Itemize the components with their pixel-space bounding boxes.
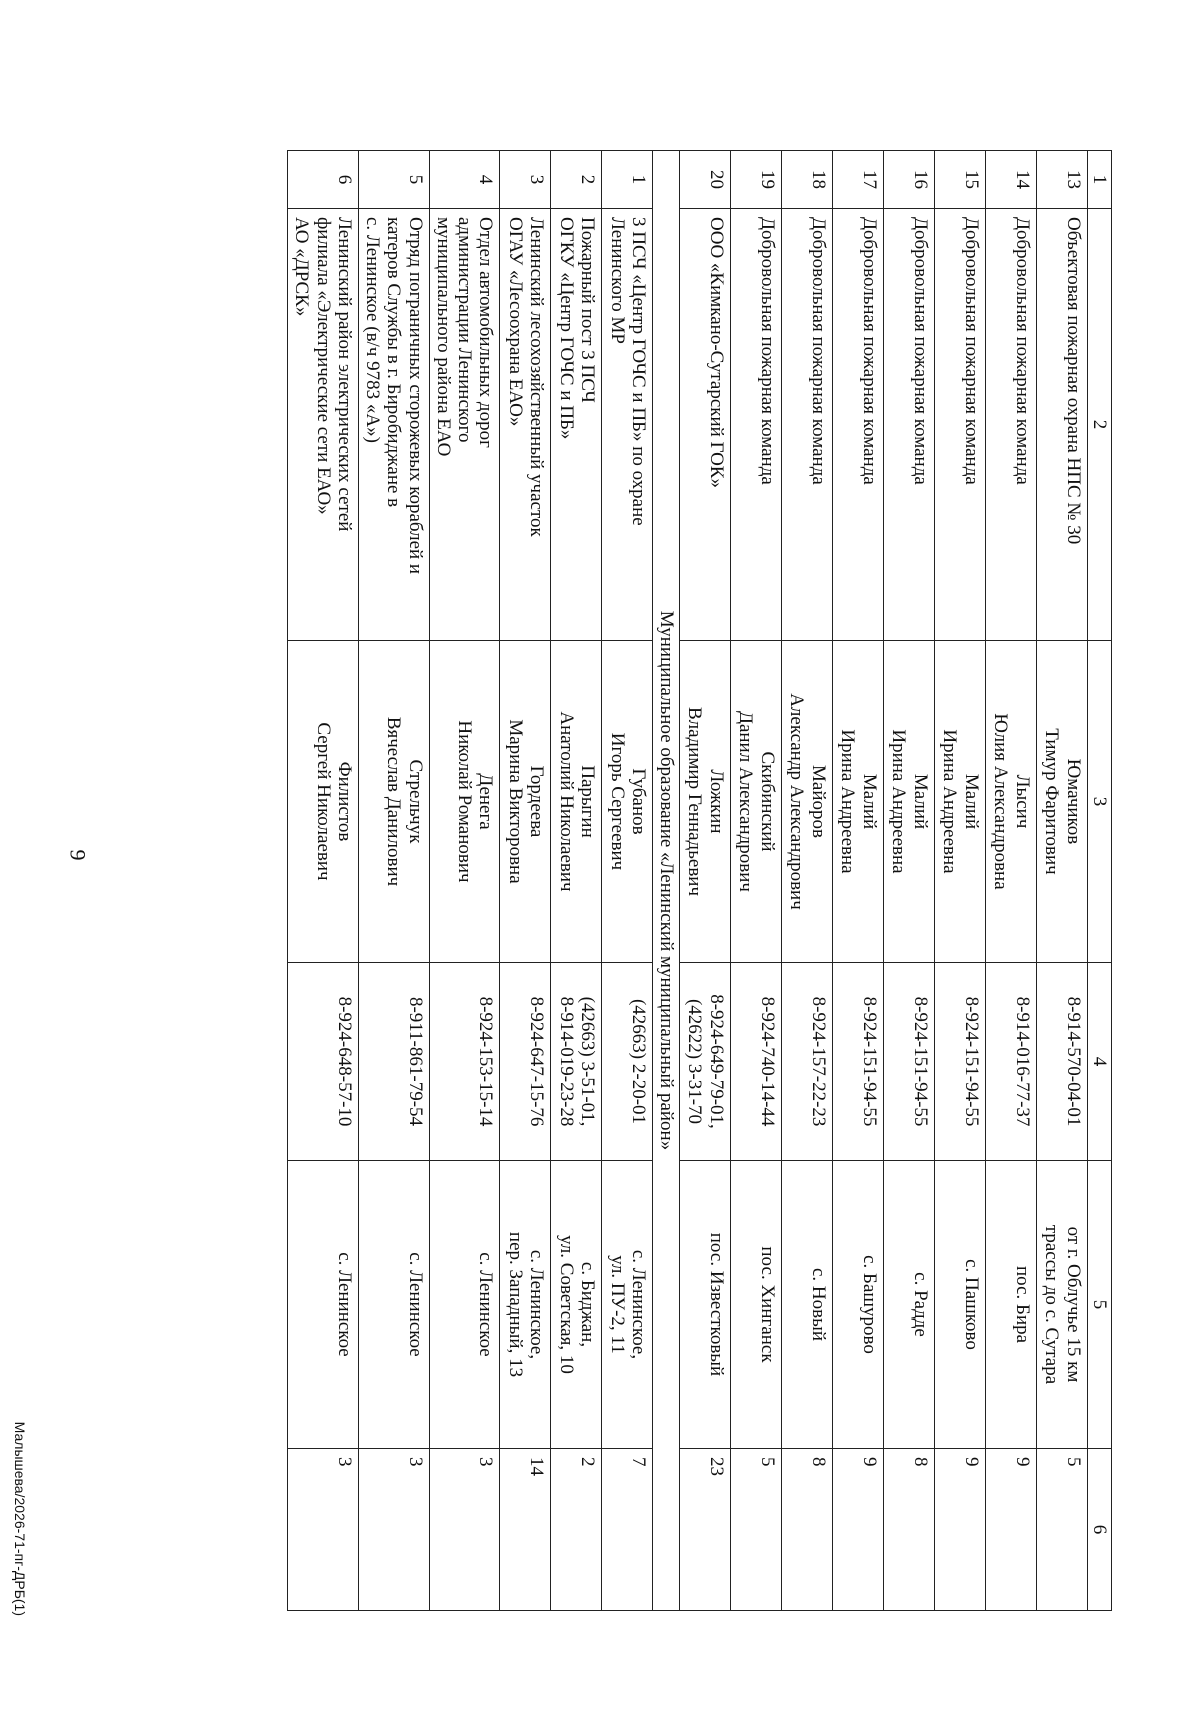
phone-cell: 8-924-740-14-44 — [730, 963, 781, 1161]
phone-cell: 8-924-647-15-76 — [500, 963, 551, 1161]
contacts-table — [287, 150, 1112, 1611]
count-cell: 5 — [730, 1449, 781, 1611]
count-cell: 9 — [985, 1449, 1036, 1611]
section-title: Муниципальное образование «Ленинский муниципальный район» — [653, 151, 679, 1611]
organization-cell: Добровольная пожарная команда — [985, 209, 1036, 641]
column-header: 6 — [1087, 1449, 1111, 1611]
phone-cell: 8-924-649-79-01, (42622) 3-31-70 — [679, 963, 730, 1161]
responsible-person-cell: Ложкин Владимир Геннадьевич — [679, 641, 730, 963]
responsible-person-cell: Лысич Юлия Александровна — [985, 641, 1036, 963]
location-cell: с. Башурово — [832, 1161, 883, 1449]
section-row — [653, 151, 679, 1611]
row-number: 20 — [679, 151, 730, 209]
organization-cell: Отдел автомобильных дорог администрации Ленинского муниципального района ЕАО — [429, 209, 500, 641]
column-header: 4 — [1087, 963, 1111, 1161]
phone-cell: 8-924-157-22-23 — [781, 963, 832, 1161]
table-row — [934, 151, 985, 1611]
organization-cell: Пожарный пост 3 ПСЧ ОГКУ «Центр ГОЧС и ПБ» — [551, 209, 602, 641]
phone-cell: 8-924-648-57-10 — [288, 963, 359, 1161]
location-cell: пос. Известковый — [679, 1161, 730, 1449]
location-cell: с. Новый — [781, 1161, 832, 1449]
phone-cell: 8-914-570-04-01 — [1036, 963, 1087, 1161]
phone-cell: 8-911-861-79-54 — [358, 963, 429, 1161]
table-row — [730, 151, 781, 1611]
table-row — [781, 151, 832, 1611]
location-cell: пос. Хинганск — [730, 1161, 781, 1449]
organization-cell: Добровольная пожарная команда — [934, 209, 985, 641]
row-number: 17 — [832, 151, 883, 209]
row-number: 1 — [602, 151, 653, 209]
table-row — [1036, 151, 1087, 1611]
table-row — [358, 151, 429, 1611]
row-number: 19 — [730, 151, 781, 209]
responsible-person-cell: Малий Ирина Андреевна — [934, 641, 985, 963]
count-cell: 9 — [832, 1449, 883, 1611]
organization-cell: Добровольная пожарная команда — [883, 209, 934, 641]
organization-cell: Ленинский лесохозяйственный участок ОГАУ «Лесоохрана ЕАО» — [500, 209, 551, 641]
responsible-person-cell: Малий Ирина Андреевна — [883, 641, 934, 963]
row-number: 16 — [883, 151, 934, 209]
phone-cell: (42663) 2-20-01 — [602, 963, 653, 1161]
count-cell: 8 — [883, 1449, 934, 1611]
footer-document-code: Малышева/2026-71-пг-ДРБ(1) — [12, 1421, 28, 1616]
responsible-person-cell: Губанов Игорь Сергеевич — [602, 641, 653, 963]
count-cell: 3 — [358, 1449, 429, 1611]
organization-cell: ООО «Кимкано-Сутарский ГОК» — [679, 209, 730, 641]
row-number: 15 — [934, 151, 985, 209]
table-row — [288, 151, 359, 1611]
page-number: 9 — [65, 849, 91, 861]
organization-cell: Добровольная пожарная команда — [832, 209, 883, 641]
count-cell: 23 — [679, 1449, 730, 1611]
location-cell: с. Биджан, ул. Советская, 10 — [551, 1161, 602, 1449]
location-cell: с. Пашково — [934, 1161, 985, 1449]
location-cell: с. Радде — [883, 1161, 934, 1449]
count-cell: 7 — [602, 1449, 653, 1611]
location-cell: с. Ленинское — [358, 1161, 429, 1449]
table-row — [832, 151, 883, 1611]
row-number: 3 — [500, 151, 551, 209]
responsible-person-cell: Скибинский Данил Александрович — [730, 641, 781, 963]
row-number: 4 — [429, 151, 500, 209]
responsible-person-cell: Малий Ирина Андреевна — [832, 641, 883, 963]
organization-cell: Ленинский район электрических сетей филиала «Электрические сети ЕАО» АО «ДРСК» — [288, 209, 359, 641]
column-header: 1 — [1087, 151, 1111, 209]
table-row — [602, 151, 653, 1611]
responsible-person-cell: Филистов Сергей Николаевич — [288, 641, 359, 963]
phone-cell: 8-924-151-94-55 — [934, 963, 985, 1161]
organization-cell: Добровольная пожарная команда — [781, 209, 832, 641]
table-row — [679, 151, 730, 1611]
phone-cell: (42663) 3-51-01, 8-914-019-23-28 — [551, 963, 602, 1161]
count-cell: 14 — [500, 1449, 551, 1611]
organization-cell: 3 ПСЧ «Центр ГОЧС и ПБ» по охране Ленинского МР — [602, 209, 653, 641]
count-cell: 3 — [288, 1449, 359, 1611]
column-header: 2 — [1087, 209, 1111, 641]
column-header: 5 — [1087, 1161, 1111, 1449]
count-cell: 5 — [1036, 1449, 1087, 1611]
responsible-person-cell: Гордеева Марина Викторовна — [500, 641, 551, 963]
count-cell: 3 — [429, 1449, 500, 1611]
row-number: 5 — [358, 151, 429, 209]
row-number: 6 — [288, 151, 359, 209]
row-number: 18 — [781, 151, 832, 209]
table-row — [985, 151, 1036, 1611]
responsible-person-cell: Юмачиков Тимур Фаритович — [1036, 641, 1087, 963]
location-cell: с. Ленинское — [429, 1161, 500, 1449]
location-cell: с. Ленинское — [288, 1161, 359, 1449]
table-row — [883, 151, 934, 1611]
phone-cell: 8-914-016-77-37 — [985, 963, 1036, 1161]
table-row — [500, 151, 551, 1611]
row-number: 14 — [985, 151, 1036, 209]
row-number: 13 — [1036, 151, 1087, 209]
column-header: 3 — [1087, 641, 1111, 963]
location-cell: от г. Облучье 15 км трассы до с. Сутара — [1036, 1161, 1087, 1449]
location-cell: с. Ленинское, пер. Западный, 13 — [500, 1161, 551, 1449]
phone-cell: 8-924-151-94-55 — [883, 963, 934, 1161]
organization-cell: Отряд пограничных сторожевых кораблей и катеров Службы в г. Биробиджане в с. Ленинское (в/ч 9783 «А») — [358, 209, 429, 641]
organization-cell: Объектовая пожарная охрана НПС № 30 — [1036, 209, 1087, 641]
column-number-row — [1087, 151, 1111, 1611]
location-cell: пос. Бира — [985, 1161, 1036, 1449]
table-row — [429, 151, 500, 1611]
phone-cell: 8-924-151-94-55 — [832, 963, 883, 1161]
table-row — [551, 151, 602, 1611]
responsible-person-cell: Парыгин Анатолий Николаевич — [551, 641, 602, 963]
responsible-person-cell: Денега Николай Романович — [429, 641, 500, 963]
responsible-person-cell: Майоров Александр Александрович — [781, 641, 832, 963]
organization-cell: Добровольная пожарная команда — [730, 209, 781, 641]
count-cell: 8 — [781, 1449, 832, 1611]
phone-cell: 8-924-153-15-14 — [429, 963, 500, 1161]
count-cell: 2 — [551, 1449, 602, 1611]
location-cell: с. Ленинское, ул. ПУ-2, 11 — [602, 1161, 653, 1449]
row-number: 2 — [551, 151, 602, 209]
count-cell: 9 — [934, 1449, 985, 1611]
responsible-person-cell: Стрельчук Вячеслав Данилович — [358, 641, 429, 963]
